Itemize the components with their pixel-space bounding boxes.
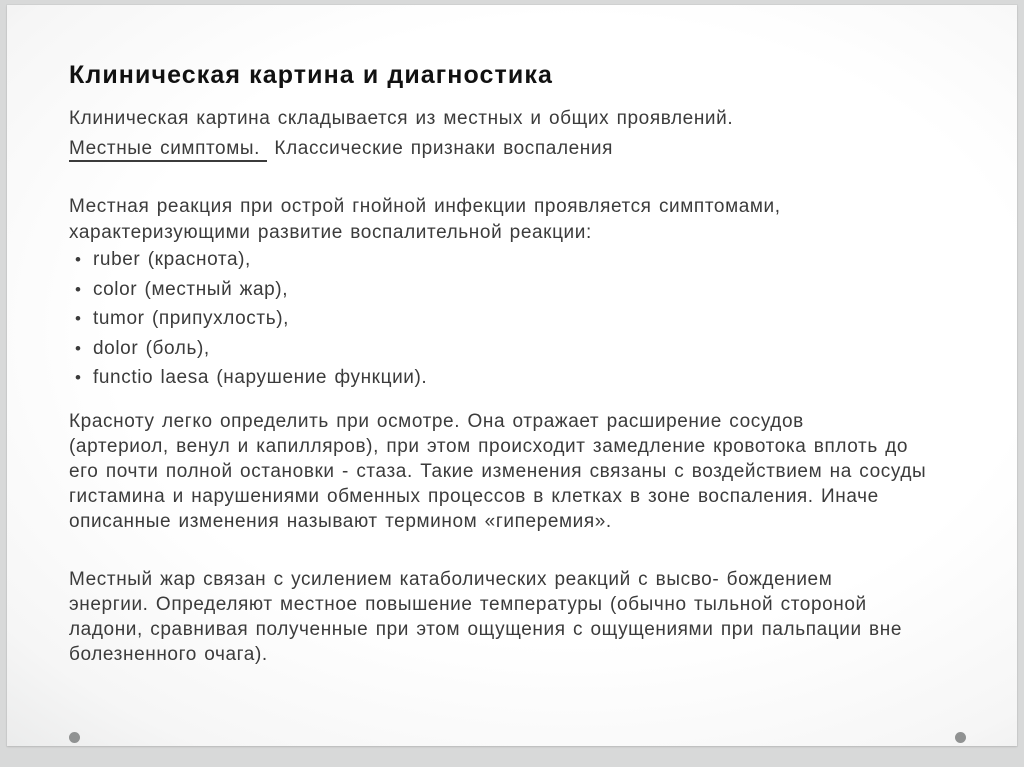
- paragraph-local-heat: [69, 567, 1019, 667]
- paragraph-local-reaction: [69, 194, 949, 246]
- bullet-text: color (местный жар),: [93, 278, 289, 300]
- text-line: болезненного очага).: [69, 644, 268, 665]
- bullet-icon: •: [75, 279, 82, 299]
- bullet-icon: •: [75, 368, 82, 387]
- slide-nav-dot-right: [955, 732, 966, 743]
- list-item: [69, 304, 427, 334]
- bullet-icon: •: [75, 250, 82, 269]
- subheading-underlined: Местные симптомы.: [69, 138, 267, 162]
- list-item: [69, 275, 427, 305]
- intro-line: Клиническая картина складывается из местных и общих проявлений.: [69, 108, 734, 129]
- symptoms-bullet-list: [69, 245, 427, 393]
- text-line: (артериол, венул и капилляров), при этом происходит замедление кровотока вплоть до: [69, 436, 909, 457]
- slide-nav-dot-left: [69, 732, 80, 743]
- text-line: его почти полной остановки - стаза. Такие изменения связаны с воздействием на сосуды: [69, 461, 927, 482]
- bullet-text: functio laesa (нарушение функции).: [93, 367, 428, 388]
- text-line: Местный жар связан с усилением катаболических реакций с высво- бождением: [69, 569, 833, 590]
- list-item: [69, 245, 427, 275]
- text-line: Красноту легко определить при осмотре. Она отражает расширение сосудов: [69, 411, 804, 432]
- text-line: Местная реакция при острой гнойной инфекции проявляется симптомами,: [69, 196, 781, 217]
- paragraph-redness: [69, 409, 1019, 534]
- bullet-text: tumor (припухлость),: [93, 308, 290, 329]
- bullet-text: dolor (боль),: [93, 337, 210, 359]
- bullet-icon: •: [75, 338, 82, 358]
- slide-title: Клиническая картина и диагностика: [69, 61, 553, 89]
- text-line: гистамина и нарушениями обменных процессов в клетках в зоне воспаления. Иначе: [69, 486, 879, 507]
- text-line: энергии. Определяют местное повышение температуры (обычно тыльной стороной: [69, 594, 867, 615]
- subheading-line: [69, 137, 613, 161]
- list-item: [69, 363, 427, 393]
- text-line: ладони, сравнивая полученные при этом ощущения с ощущениями при пальпации вне: [69, 619, 903, 640]
- text-line: характеризующими развитие воспалительной реакции:: [69, 222, 592, 243]
- text-line: описанные изменения называют термином «гиперемия».: [69, 511, 612, 532]
- subheading-rest: Классические признаки воспаления: [274, 138, 613, 159]
- slide: [7, 5, 1017, 746]
- list-item: [69, 334, 427, 364]
- bullet-icon: •: [75, 309, 82, 328]
- bullet-text: ruber (краснота),: [93, 249, 251, 270]
